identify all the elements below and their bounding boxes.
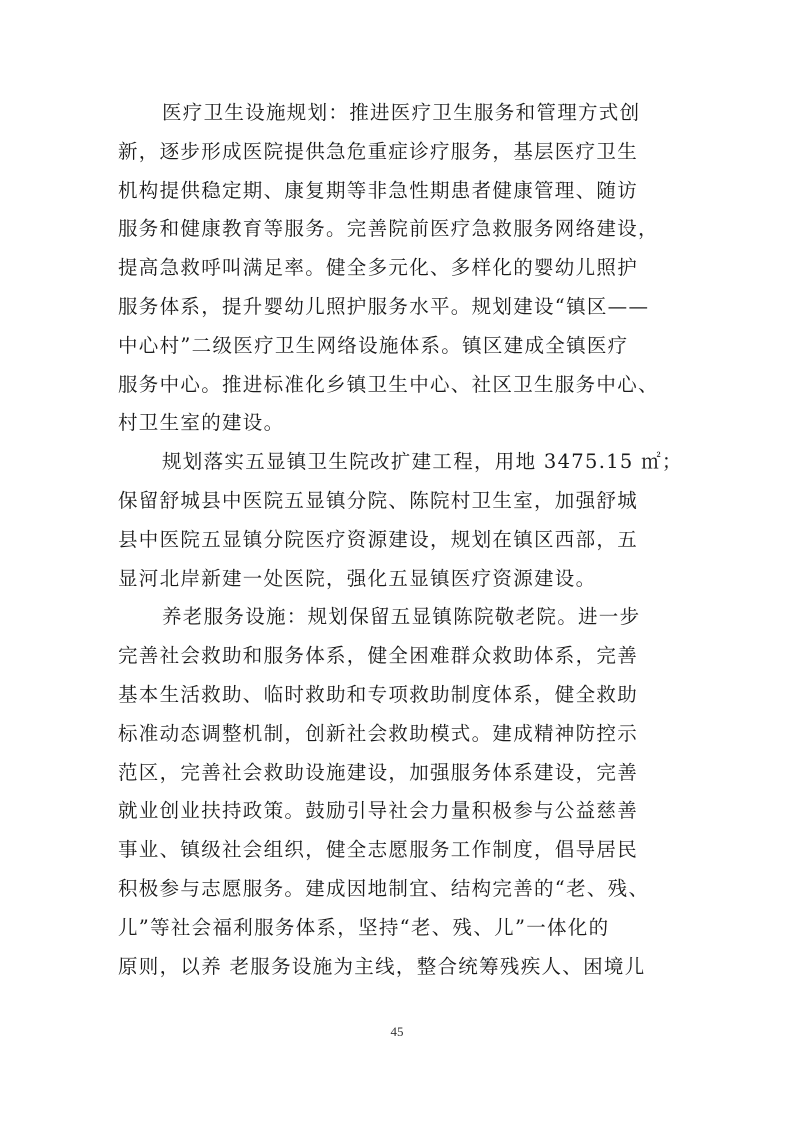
text-line: 提高急救呼叫满足率。健全多元化、多样化的婴幼儿照护 <box>118 256 639 280</box>
text-line: 儿”等社会福利服务体系，坚持“老、残、儿”一体化的 <box>118 915 610 939</box>
text-line: 显河北岸新建一处医院，强化五显镇医疗资源建设。 <box>118 566 597 590</box>
text-line: 服务体系，提升婴幼儿照护服务水平。规划建设“镇区—— <box>118 294 650 318</box>
text-line: 服务中心。推进标准化乡镇卫生中心、社区卫生服务中心、 <box>118 372 659 396</box>
text-line: 标准动态调整机制，创新社会救助模式。建成精神防控示 <box>118 721 639 745</box>
text-line: 机构提供稳定期、康复期等非急性期患者健康管理、随访 <box>118 178 639 202</box>
text-line: 村卫生室的建设。 <box>118 411 285 435</box>
text-line: 新，逐步形成医院提供急危重症诊疗服务，基层医疗卫生 <box>118 139 639 163</box>
text-line: 中心村”二级医疗卫生网络设施体系。镇区建成全镇医疗 <box>118 333 629 357</box>
text-line: 范区，完善社会救助设施建设，加强服务体系建设，完善 <box>118 760 639 784</box>
text-line: 医疗卫生设施规划：推进医疗卫生服务和管理方式创 <box>162 101 641 124</box>
text-line: 原则，以养 老服务设施为主线，整合统筹残疾人、困境儿 <box>118 954 646 978</box>
text-line: 养老服务设施：规划保留五显镇陈院敬老院。进一步 <box>162 605 641 629</box>
text-line: 完善社会救助和服务体系，健全困难群众救助体系，完善 <box>118 644 639 668</box>
text-line: 事业、镇级社会组织，健全志愿服务工作制度，倡导居民 <box>118 838 639 862</box>
text-line: 就业创业扶持政策。鼓励引导社会力量积极参与公益慈善 <box>118 799 639 823</box>
text-line: 积极参与志愿服务。建成因地制宜、结构完善的“老、残、 <box>118 876 650 900</box>
text-line: 县中医院五显镇分院医疗资源建设，规划在镇区西部，五 <box>118 527 639 551</box>
document-body <box>118 94 683 986</box>
text-line: 规划落实五显镇卫生院改扩建工程，用地 3475.15 ㎡； <box>162 450 683 474</box>
text-line: 基本生活救助、临时救助和专项救助制度体系，健全救助 <box>118 682 639 706</box>
text-line: 服务和健康教育等服务。完善院前医疗急救服务网络建设， <box>118 217 659 241</box>
text-line: 保留舒城县中医院五显镇分院、陈院村卫生室，加强舒城 <box>118 488 639 512</box>
page-number: 45 <box>390 1024 404 1039</box>
